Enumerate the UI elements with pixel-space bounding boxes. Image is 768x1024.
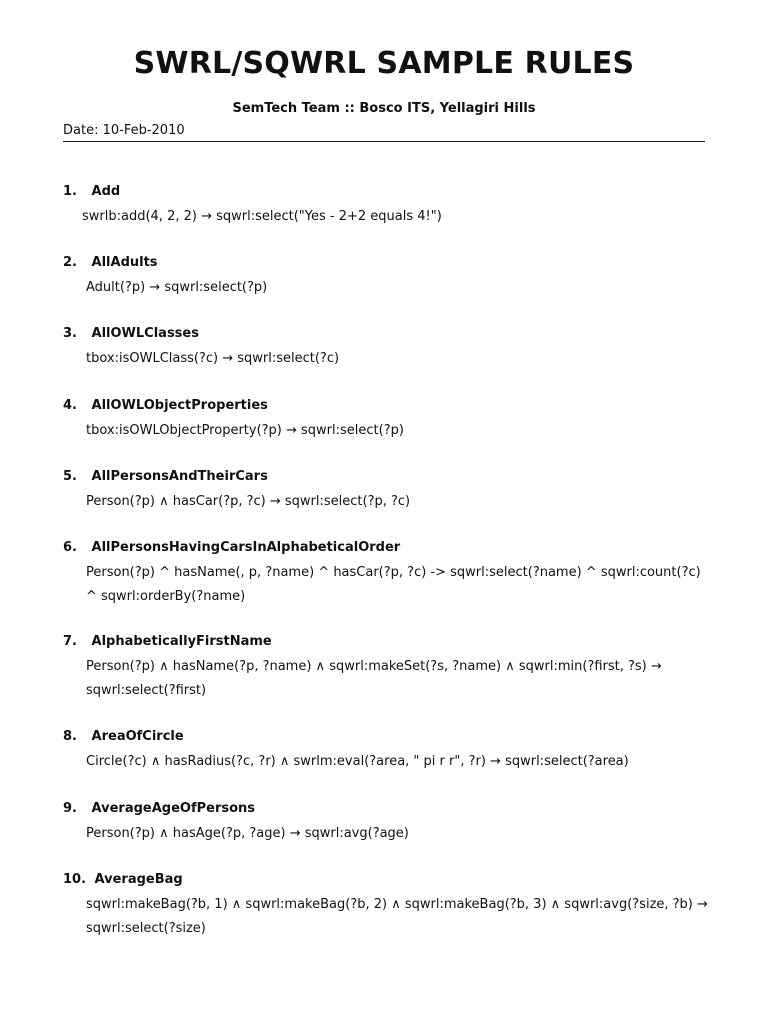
- rule-name: AllOWLClasses: [91, 326, 199, 341]
- rule-item: [63, 871, 713, 941]
- rule-item: [63, 633, 713, 703]
- rule-heading: [63, 183, 713, 201]
- rule-body: Adult(?p) → sqwrl:select(?p): [86, 280, 268, 295]
- rule-name: AllPersonsAndTheirCars: [91, 469, 268, 484]
- rule-item: [63, 397, 713, 443]
- rule-number: 6.: [63, 540, 77, 555]
- rule-item: [63, 183, 713, 229]
- rule-heading: [63, 468, 713, 486]
- rule-heading: [63, 633, 713, 651]
- rule-item: [63, 468, 713, 514]
- rule-number: 7.: [63, 634, 77, 649]
- rule-name: AllAdults: [91, 255, 158, 270]
- rule-name: AllPersonsHavingCarsInAlphabeticalOrder: [91, 540, 401, 555]
- rule-body: swrlb:add(4, 2, 2) → sqwrl:select("Yes - 2+2 equals 4!"): [82, 209, 442, 224]
- rule-name: AverageBag: [94, 872, 183, 887]
- document-title: SWRL/SQWRL SAMPLE RULES: [133, 46, 635, 81]
- rule-heading: [63, 325, 713, 343]
- rule-body: Person(?p) ∧ hasName(?p, ?name) ∧ sqwrl:makeSet(?s, ?name) ∧ sqwrl:min(?first, ?s) → sqwrl:select(?first): [86, 659, 662, 698]
- rule-body: Person(?p) ∧ hasAge(?p, ?age) → sqwrl:avg(?age): [86, 826, 409, 841]
- document-subtitle: SemTech Team :: Bosco ITS, Yellagiri Hills: [232, 101, 536, 116]
- rule-heading: [63, 397, 713, 415]
- rule-heading: [63, 728, 713, 746]
- rule-body: tbox:isOWLObjectProperty(?p) → sqwrl:select(?p): [86, 423, 404, 438]
- rule-item: [63, 800, 713, 846]
- rule-number: 4.: [63, 398, 77, 413]
- rule-body: sqwrl:makeBag(?b, 1) ∧ sqwrl:makeBag(?b, 2) ∧ sqwrl:makeBag(?b, 3) ∧ sqwrl:avg(?size, ?b) → sqwrl:select(?size): [86, 897, 708, 936]
- rule-number: 10.: [63, 872, 87, 887]
- rule-item: [63, 325, 713, 371]
- rule-body: tbox:isOWLClass(?c) → sqwrl:select(?c): [86, 351, 340, 366]
- rule-name: AverageAgeOfPersons: [91, 801, 256, 816]
- rule-name: Add: [91, 184, 121, 199]
- rule-number: 2.: [63, 255, 77, 270]
- rule-body: Circle(?c) ∧ hasRadius(?c, ?r) ∧ swrlm:eval(?area, " pi r r", ?r) → sqwrl:select(?area): [86, 754, 629, 769]
- rule-number: 8.: [63, 729, 77, 744]
- rule-name: AreaOfCircle: [91, 729, 184, 744]
- rule-heading: [63, 539, 713, 557]
- rule-heading: [63, 254, 713, 272]
- rule-heading: [63, 871, 713, 889]
- rule-name: AlphabeticallyFirstName: [91, 634, 272, 649]
- rule-body: Person(?p) ^ hasName(, p, ?name) ^ hasCar(?p, ?c) -> sqwrl:select(?name) ^ sqwrl:count(?c) ^ sqwrl:orderBy(?name): [86, 565, 701, 604]
- rule-item: [63, 254, 713, 300]
- document-date: Date: 10-Feb-2010: [63, 123, 185, 138]
- rule-number: 3.: [63, 326, 77, 341]
- header-divider: [63, 141, 705, 142]
- rule-number: 5.: [63, 469, 77, 484]
- rule-heading: [63, 800, 713, 818]
- rule-name: AllOWLObjectProperties: [91, 398, 268, 413]
- rule-item: [63, 539, 713, 609]
- rule-number: 1.: [63, 184, 77, 199]
- rule-number: 9.: [63, 801, 77, 816]
- rule-item: [63, 728, 713, 774]
- rule-body: Person(?p) ∧ hasCar(?p, ?c) → sqwrl:select(?p, ?c): [86, 494, 411, 509]
